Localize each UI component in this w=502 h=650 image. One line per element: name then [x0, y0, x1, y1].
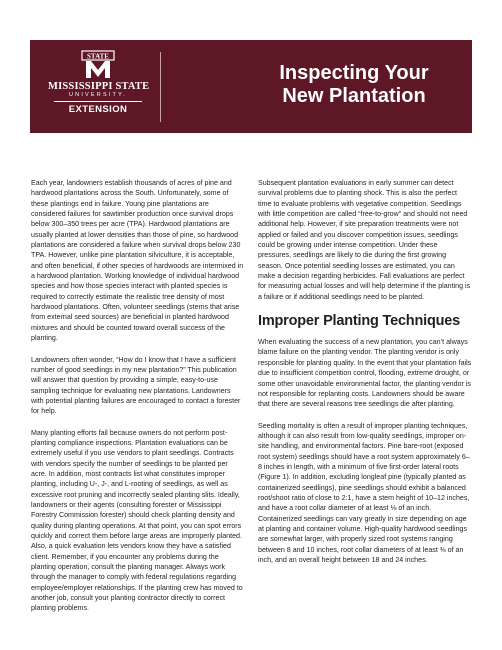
- title-line-1: Inspecting Your: [279, 62, 429, 84]
- logo-extension: EXTENSION: [68, 104, 128, 115]
- paragraph: Each year, landowners establish thousands of acres of pine and hardwood plantations across the South. Unfortunately, some of these plantings end in failure. Young pine plantations are considered failures for sawtimber production once survival drops below 300–350 trees per acre (TPA). Hardwood plantations are usually planted at lower densities than those of pine, so hardwood plantations are considered a failure when survival drops below 230 TPA. However, unlike pine plantation silviculture, it is acceptable, and often beneficial, if other species of hardwoods are intermixed in a hardwood plantation. Working knowledge of individual hardwood species and how those species interact with planted species is required to correctly estimate the realistic tree density of most hardwood plantations. Often, volunteer seedlings (stems that arise from external seed sources) are beneficial in planted hardwood mixtures and should be counted toward overall success of the planting.: [31, 179, 244, 343]
- logo-rule: [54, 101, 142, 102]
- logo-university-name: MISSISSIPPI STATE: [48, 81, 150, 92]
- paragraph: Seedling mortality is often a result of improper planting techniques, although it can also result from low-quality seedlings, improper on-site handling, and environmental factors. Pine bare-root (exposed root system) seedlings should have a root system approximately 6–8 inches in length, with a minimum of five first-order lateral roots (Figure 1). In addition, excluding longleaf pine (typically planted as containerized seedlings), pine seedlings should exhibit a balanced root/shoot ratio of close to 2:1, have a stem height of 10–12 inches, and have a root collar diameter of at least ⅛ of an inch. Containerized seedlings can vary greatly in size depending on age at planting and container volume. High-quality hardwood seedlings are somewhat larger, with properly sized root systems ranging between 8 and 10 inches, root collar diameters of at least ⅜ of an inch, and an overall height between 18 and 24 inches.: [258, 421, 470, 564]
- page-title: [244, 62, 464, 108]
- msu-seal-icon: [80, 50, 116, 80]
- paragraph: Subsequent plantation evaluations in early summer can detect survival problems due to planting shock. This is also the perfect time to evaluate problems with vegetative competition. Seedlings with little competition are called “free-to-grow” and should not need additional help. However, if site preparation treatments were not applied or failed and you discover competition issues, seedlings could be growing under intense competition. Under these pressures, seedlings are likely to die during the first growing season. Once potential seedling losses are estimated, you can make a decision regarding herbicides. Fall evaluations are perfect for measuring actual losses and will help determine if the planting is a failure or if additional seedlings need to be planted.: [258, 179, 471, 301]
- seal-state-text: STATE: [87, 52, 109, 61]
- right-column: [258, 178, 472, 576]
- left-column: [31, 178, 245, 625]
- msu-extension-logo: [48, 50, 148, 126]
- paragraph: When evaluating the success of a new plantation, you can’t always blame failure on the planting vendor. The planting vendor is only responsible for planting quality. In the event that your plantation fails due to insufficient competition control, flooding, extreme drought, or some other unavoidable environmental factor, the planting vendor is not responsible for replanting costs. Landowners should be aware that there are several reasons tree seedlings die after planting.: [258, 338, 472, 409]
- header-banner: [30, 40, 472, 133]
- logo-university-label: UNIVERSITY.: [68, 92, 128, 98]
- title-line-2: New Plantation: [282, 85, 426, 107]
- paragraph: Many planting efforts fail because owners do not perform post-planting compliance inspections. Plantation evaluations can be extremely useful if you use vendors to plant seedlings. Contracts with vendors specify the number of seedlings to be planted per acre. In addition, most contracts list what constitutes improper planting, including U-, J-, and L-rooting of seedlings, as well as excessive root pruning and incorrectly sealed planting slits. Ideally, landowners or their agents (consulting forester or Mississippi Forestry Commission forester) should check planting density and quality during planting operations. At that point, you can spot errors quickly and correct them before large areas are improperly planted. Also, a quick evaluation lets vendors know they have a satisfied client. Remember, if you encounter any problems during the planting operation, consult the planting manager. Always work through the manager to comply with federal regulations regarding employee/employer relationships. If the planting crew has moved to another job, consult your planting contractor directly to correct planting problems.: [31, 428, 243, 613]
- paragraph: Landowners often wonder, “How do I know that I have a sufficient number of good seedlings in my new plantation?” This publication will answer that question by providing a simple, easy-to-use sampling technique for evaluating new plantations. Landowners with potential planting failures are encouraged to contact a forester for help.: [31, 355, 241, 416]
- banner-divider: [160, 52, 161, 122]
- section-heading: Improper Planting Techniques: [258, 313, 460, 330]
